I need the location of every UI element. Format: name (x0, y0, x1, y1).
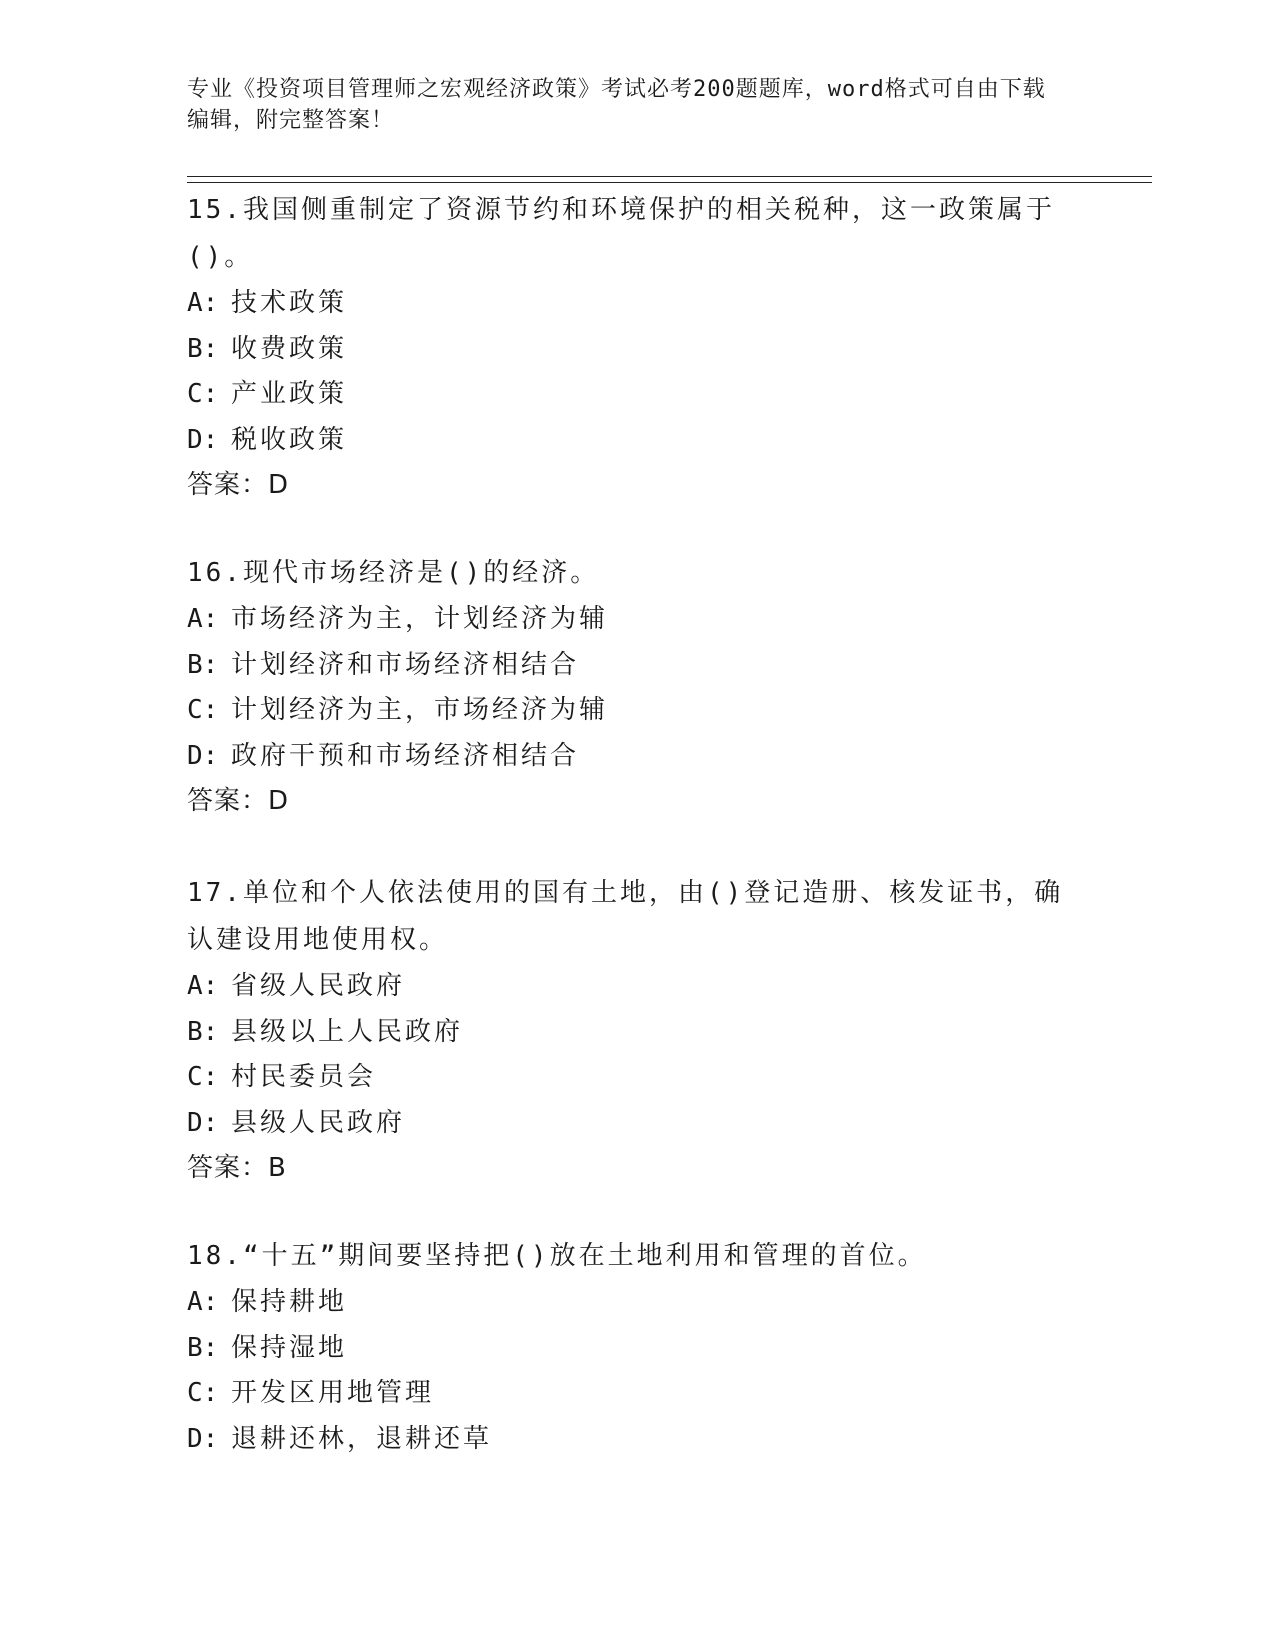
question-stem: 15.我国侧重制定了资源节约和环境保护的相关税种，这一政策属于()。 (187, 195, 1055, 272)
option-letter: C: (187, 1062, 219, 1092)
option-letter: D: (187, 1423, 219, 1454)
answer-line: 答案：D (187, 786, 290, 816)
question-16 (187, 550, 1087, 825)
option-text: 退耕还林，退耕还草 (231, 1423, 493, 1454)
option-text: 计划经济和市场经济相结合 (231, 649, 580, 680)
option-a (187, 597, 1087, 643)
option-text: 产业政策 (231, 379, 348, 409)
option-text: 保持湿地 (231, 1332, 348, 1363)
option-letter: B: (187, 333, 219, 364)
option-letter: A: (187, 1287, 219, 1317)
option-text: 开发区用地管理 (231, 1378, 435, 1408)
option-b (187, 1010, 1087, 1056)
option-letter: B: (187, 649, 219, 680)
option-a (187, 964, 1087, 1010)
option-letter: C: (187, 695, 219, 725)
document-intro: 专业《投资项目管理师之宏观经济政策》考试必考200题题库，word格式可自由下载编辑，附完整答案！ (187, 77, 1046, 133)
option-d (187, 1417, 1087, 1463)
option-c (187, 1055, 1087, 1101)
option-text: 村民委员会 (231, 1062, 377, 1092)
option-text: 收费政策 (231, 333, 348, 364)
question-stem: 16.现代市场经济是()的经济。 (187, 558, 600, 588)
option-letter: C: (187, 1378, 219, 1408)
option-letter: A: (187, 971, 219, 1001)
question-17 (187, 870, 1087, 1192)
option-letter: A: (187, 604, 219, 634)
option-text: 市场经济为主，计划经济为辅 (231, 604, 609, 634)
header-rule-top (187, 176, 1152, 177)
option-text: 县级人民政府 (231, 1107, 406, 1138)
option-text: 县级以上人民政府 (231, 1016, 464, 1047)
question-stem: 17.单位和个人依法使用的国有土地，由()登记造册、核发证书，确认建设用地使用权。 (187, 878, 1064, 955)
option-b (187, 1326, 1087, 1372)
option-d (187, 418, 1087, 464)
option-letter: A: (187, 288, 219, 318)
option-letter: B: (187, 1016, 219, 1047)
option-c (187, 688, 1087, 734)
option-text: 技术政策 (231, 288, 348, 318)
option-letter: D: (187, 424, 219, 455)
option-text: 政府干预和市场经济相结合 (231, 740, 580, 771)
option-d (187, 734, 1087, 780)
option-text: 省级人民政府 (231, 971, 406, 1001)
answer-line: 答案：D (187, 470, 290, 500)
option-c (187, 372, 1087, 418)
option-letter: C: (187, 379, 219, 409)
option-letter: D: (187, 740, 219, 771)
option-letter: D: (187, 1107, 219, 1138)
option-text: 税收政策 (231, 424, 348, 455)
option-d (187, 1101, 1087, 1147)
option-c (187, 1371, 1087, 1417)
option-letter: B: (187, 1332, 219, 1363)
answer-line: 答案：B (187, 1153, 287, 1183)
option-b (187, 643, 1087, 689)
option-text: 计划经济为主，市场经济为辅 (231, 695, 609, 725)
question-15 (187, 187, 1087, 509)
question-18 (187, 1233, 1087, 1462)
option-a (187, 281, 1087, 327)
option-text: 保持耕地 (231, 1287, 348, 1317)
option-a (187, 1280, 1087, 1326)
header-rule-bottom (187, 182, 1152, 183)
option-b (187, 327, 1087, 373)
question-stem: 18.“十五”期间要坚持把()放在土地利用和管理的首位。 (187, 1241, 927, 1271)
